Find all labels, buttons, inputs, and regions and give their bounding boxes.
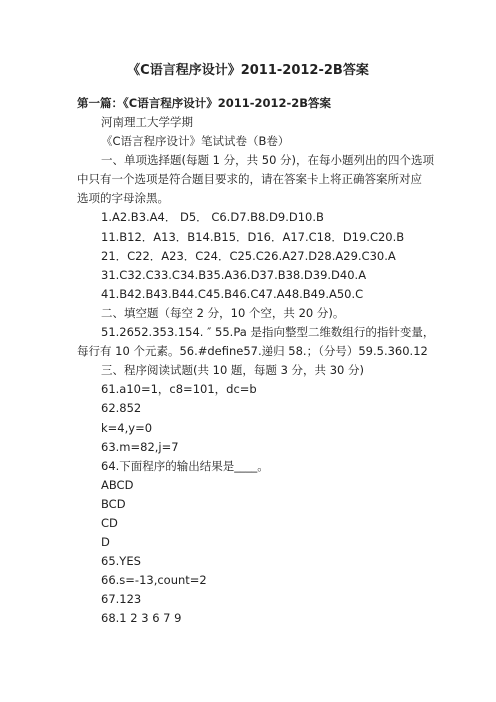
text-line: 河南理工大学学期: [101, 115, 193, 129]
text-line: 选项的字母涂黑。: [77, 191, 169, 206]
text-line: D: [101, 535, 110, 550]
text-line: BCD: [101, 496, 126, 511]
text-line: 11.B12．A13．B14.B15．D16．A17.C18．D19.C20.B: [101, 229, 405, 244]
chapter-heading: 第一篇：《C语言程序设计》2011-2012-2B答案: [77, 96, 332, 110]
text-line: 63.m=82,j=7: [101, 439, 179, 454]
text-line: 21．C22．A23．C24．C25.C26.A27.D28.A29.C30.A: [101, 248, 396, 263]
text-line: 二、填空题（每空 2 分，10 个空，共 20 分)。: [101, 305, 345, 320]
document-title: 《C语言程序设计》2011-2012-2B答案: [127, 63, 369, 78]
text-line: 每行有 10 个元素。56.#define57.递归 58.；（分号）59.5.360.12: [77, 344, 428, 359]
text-line: CD: [101, 515, 118, 530]
text-line: k=4,y=0: [101, 420, 153, 435]
text-line: 31.C32.C33.C34.B35.A36.D37.B38.D39.D40.A: [101, 267, 367, 282]
text-line: 61.a10=1，c8=101，dc=b: [101, 382, 257, 397]
document-body: [77, 113, 435, 629]
text-line: 《C语言程序设计》笔试试卷（B卷）: [101, 134, 290, 149]
text-line: 一、单项选择题(每题 1 分，共 50 分)，在每小题列出的四个选项: [101, 153, 435, 168]
text-line: 66.s=-13,count=2: [101, 573, 207, 588]
text-line: ABCD: [101, 477, 134, 492]
text-line: 1.A2.B3.A4． D5． C6.D7.B8.D9.D10.B: [101, 210, 324, 225]
text-line: 中只有一个选项是符合题目要求的，请在答案卡上将正确答案所对应: [77, 172, 422, 187]
text-line: 41.B42.B43.B44.C45.B46.C47.A48.B49.A50.C: [101, 286, 364, 301]
text-line: 65.YES: [101, 554, 141, 569]
text-line: 51.2652.353.154. ″ 55.Pa 是指向整型二维数组行的指针变量，: [101, 325, 435, 340]
text-line: 68.1 2 3 6 7 9: [101, 611, 182, 626]
text-line: 64.下面程序的输出结果是____。: [101, 458, 269, 473]
text-line: 三、程序阅读试题(共 10 题，每题 3 分，共 30 分): [101, 363, 364, 378]
text-line: 67.123: [101, 592, 142, 607]
text-line: 62.852: [101, 401, 142, 416]
